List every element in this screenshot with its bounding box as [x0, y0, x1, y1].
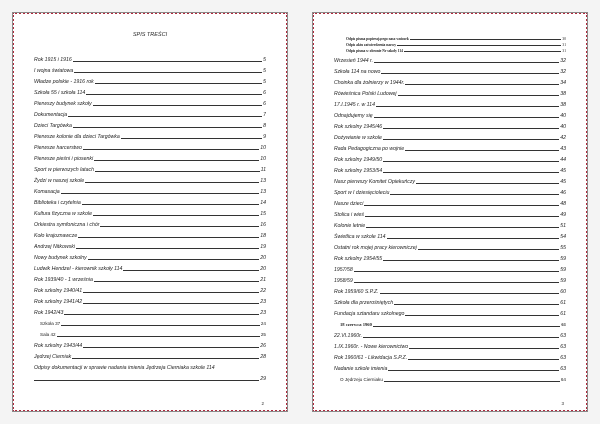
entry-title: Sala 42 — [40, 332, 56, 337]
toc-entry[interactable] — [334, 163, 566, 174]
entry-title: Kultura fizyczna w szkole — [34, 211, 92, 217]
toc-entry[interactable] — [334, 240, 566, 251]
entry-title: Rówieśnica Polski Ludowej — [334, 91, 397, 97]
entry-title: Andrzej Nitkowski — [34, 244, 75, 250]
entry-page: 5 — [263, 57, 266, 63]
leader-line — [390, 194, 559, 195]
toc-entry[interactable] — [334, 295, 566, 306]
entry-title: Rok 1959/60 S.P.Z. — [334, 289, 379, 295]
entry-page: 51 — [560, 223, 566, 229]
entry-page: 45 — [560, 168, 566, 174]
leader-line — [363, 337, 559, 338]
toc-entry[interactable] — [34, 327, 266, 338]
toc-entry[interactable] — [34, 283, 266, 294]
leader-line — [383, 161, 559, 162]
toc-entry[interactable] — [334, 196, 566, 207]
entry-title: Rok szkolny 1949/50 — [334, 157, 383, 163]
entry-title: Rok szkolny 1945/46 — [334, 124, 383, 130]
toc-entry[interactable] — [34, 349, 266, 360]
toc-entry[interactable] — [34, 305, 266, 316]
entry-title: Rok szkolny 1943/44 — [34, 343, 83, 349]
entry-title: 1958/59 — [334, 278, 353, 284]
toc-entry[interactable] — [334, 361, 566, 372]
leader-line — [404, 51, 561, 52]
entry-page: 44 — [560, 157, 566, 163]
entry-page: 26 — [260, 343, 266, 349]
entry-title: 1957/58 — [334, 267, 353, 273]
leader-line — [95, 171, 260, 172]
toc-entry[interactable] — [334, 350, 566, 361]
entry-page: 42 — [560, 135, 566, 141]
toc-entry[interactable] — [334, 53, 566, 64]
leader-line — [374, 62, 559, 63]
toc-entry[interactable] — [334, 273, 566, 284]
toc-entry[interactable] — [334, 152, 566, 163]
entry-page: 30 — [562, 36, 566, 41]
leader-line — [373, 326, 561, 327]
entry-page: 21 — [260, 277, 266, 283]
leader-line — [74, 72, 262, 73]
entry-title: Żydzi w naszej szkole — [34, 178, 85, 184]
leader-line — [383, 260, 559, 261]
leader-line — [83, 347, 259, 348]
entry-page: 63 — [560, 355, 566, 361]
entry-page: 48 — [560, 201, 566, 207]
entry-title: Rok szkolny 1954/55 — [334, 256, 383, 262]
leader-line — [387, 238, 560, 239]
leader-line — [405, 150, 559, 151]
leader-line — [405, 84, 559, 85]
entry-title: Koło krajoznawcze — [34, 233, 78, 239]
toc-entry[interactable] — [334, 97, 566, 108]
entry-page: 63 — [560, 344, 566, 350]
entry-page: 63 — [560, 333, 566, 339]
right-page — [312, 12, 588, 412]
entry-page: 15 — [260, 211, 266, 217]
entry-title: Pierwszy budynek szkoły — [34, 101, 92, 107]
entry-title: Rok szkolny 1953/54 — [334, 168, 383, 174]
entry-title: O Jędrzeju Cierniaku — [340, 377, 383, 382]
entry-page: 6 — [263, 90, 266, 96]
entry-title: Pierwsze pieśni i piosenki — [34, 156, 94, 162]
entry-title: Jędrzej Cierniak — [34, 354, 72, 360]
entry-page: 54 — [560, 234, 566, 240]
entry-title: Rok 1939/40 - 1 września — [34, 277, 93, 283]
entry-title: Fundacja sztandaru szkolnego — [334, 311, 405, 317]
entry-title: I wojna światowa — [34, 68, 74, 74]
toc-entry[interactable] — [34, 118, 266, 129]
toc-entry[interactable] — [34, 151, 266, 162]
entry-page: 61 — [560, 311, 566, 317]
leader-line — [93, 215, 259, 216]
entry-page: 5 — [263, 68, 266, 74]
leader-line — [68, 116, 262, 117]
entry-title: Rok 1960/61 - Likwidacja S.P.Z. — [334, 355, 408, 361]
leader-line — [93, 105, 262, 106]
entry-title: Pierwsze kolonie dla dzieci Targówka — [34, 134, 120, 140]
entry-page: 19 — [260, 244, 266, 250]
leader-line — [34, 380, 259, 381]
toc-entry[interactable] — [34, 228, 266, 239]
toc-entry[interactable] — [34, 74, 266, 85]
entry-title: Rok 1915 i 1916 — [34, 57, 72, 63]
toc-entry[interactable] — [34, 195, 266, 206]
entry-page: 6 — [263, 101, 266, 107]
entry-title: Nowy budynek szkolny — [34, 255, 87, 261]
entry-page: 29 — [260, 376, 266, 382]
entry-page: 55 — [560, 245, 566, 251]
entry-page: 59 — [560, 256, 566, 262]
entry-title: Rok szkolny 1940/41 — [34, 288, 83, 294]
entry-title: Dokumentacja — [34, 112, 68, 118]
leader-line — [383, 139, 559, 140]
entry-title: 1.IX.1960r. - Nowe kierownictwo — [334, 344, 409, 350]
toc-entry[interactable] — [34, 140, 266, 151]
entry-page: 32 — [560, 58, 566, 64]
toc-entry[interactable] — [34, 52, 266, 63]
entry-page: 46 — [560, 190, 566, 196]
leader-line — [73, 61, 262, 62]
entry-page: 49 — [560, 212, 566, 218]
toc-entry[interactable] — [34, 316, 266, 327]
entry-title: Nasze dzieci — [334, 201, 364, 207]
toc-entry[interactable] — [34, 360, 266, 382]
entry-page: 59 — [560, 267, 566, 273]
entry-page: 40 — [560, 113, 566, 119]
entry-page: 22 — [260, 288, 266, 294]
entry-page: 23 — [260, 310, 266, 316]
entry-page: 23 — [260, 299, 266, 305]
leader-line — [394, 304, 559, 305]
entry-title: Rada Pedagogiczna po wojnie — [334, 146, 405, 152]
leader-line — [94, 160, 259, 161]
entry-title: Ludwik Hendzel - kierownik szkoły 114 — [34, 266, 123, 272]
leader-line — [61, 325, 260, 326]
leader-line — [86, 94, 262, 95]
entry-title: Pierwsze harcerstwo — [34, 145, 82, 151]
leader-line — [408, 359, 559, 360]
entry-page: 31 — [562, 48, 566, 53]
entry-page: 24 — [260, 321, 266, 326]
leader-line — [418, 249, 559, 250]
entry-title: Władze polskie - 1916 rok — [34, 79, 94, 85]
leader-line — [354, 271, 559, 272]
leader-line — [364, 205, 559, 206]
entry-title: Szkoła 114 na nowo — [334, 69, 381, 75]
leader-line — [73, 127, 262, 128]
toc-entry[interactable] — [34, 96, 266, 107]
leader-line — [409, 348, 559, 349]
leader-line — [398, 95, 560, 96]
leader-line — [76, 248, 259, 249]
toc-entry[interactable] — [34, 85, 266, 96]
entry-title: Świetlica w szkole 114 — [334, 234, 386, 240]
toc-entry[interactable] — [334, 251, 566, 262]
toc-list — [334, 35, 566, 383]
entry-title: Biblioteka i czytelnia — [34, 200, 81, 206]
leader-line — [410, 39, 562, 40]
entry-title: Kolonie letnie — [334, 223, 366, 229]
leader-line — [383, 128, 559, 129]
leader-line — [381, 73, 559, 74]
entry-page: 28 — [260, 354, 266, 360]
toc-entry[interactable] — [334, 119, 566, 130]
entry-title: Odnajdujemy się — [334, 113, 373, 119]
entry-title: Rok 1942/43 — [34, 310, 64, 316]
entry-title: Orkiestra symfoniczna i chór — [34, 222, 100, 228]
toc-entry[interactable] — [334, 174, 566, 185]
entry-page: 63 — [560, 366, 566, 372]
left-page — [12, 12, 288, 412]
entry-title: Sport w I dziesięcioleciu — [334, 190, 390, 196]
toc-entry[interactable] — [334, 328, 566, 339]
leader-line — [123, 270, 259, 271]
toc-entry[interactable] — [334, 64, 566, 75]
entry-page: 38 — [560, 102, 566, 108]
entry-page: 11 — [260, 167, 266, 173]
toc-entry[interactable] — [334, 339, 566, 350]
entry-title: Odpisy dokumentacji w sprawie nadania imienia Jędrzeja Cierniaka szkole 114 — [34, 365, 215, 371]
toc-entry[interactable] — [34, 239, 266, 250]
leader-line — [383, 172, 559, 173]
entry-page: 13 — [260, 178, 266, 184]
entry-title: Choinka dla żołnierzy w 1944r. — [334, 80, 405, 86]
entry-page: 5 — [263, 79, 266, 85]
toc-entry[interactable] — [334, 317, 566, 328]
entry-page: 10 — [260, 145, 266, 151]
leader-line — [100, 226, 259, 227]
toc-entry[interactable] — [34, 217, 266, 228]
entry-page: 7 — [263, 112, 266, 118]
toc-entry[interactable] — [34, 250, 266, 261]
toc-entry[interactable] — [334, 207, 566, 218]
toc-entry[interactable] — [334, 262, 566, 273]
entry-title: Komasacja — [34, 189, 60, 195]
leader-line — [95, 83, 262, 84]
entry-page: 38 — [560, 91, 566, 97]
entry-title: 22.VI.1960r. — [334, 333, 363, 339]
leader-line — [366, 227, 559, 228]
leader-line — [72, 358, 259, 359]
leader-line — [354, 282, 559, 283]
entry-page: 13 — [260, 189, 266, 195]
entry-page: 61 — [561, 322, 566, 327]
entry-title: Rok szkolny 1941/42 — [34, 299, 83, 305]
leader-line — [64, 314, 259, 315]
leader-line — [82, 204, 260, 205]
toc-entry[interactable] — [34, 294, 266, 305]
leader-line — [94, 281, 259, 282]
page-number: 3 — [561, 401, 564, 406]
toc-entry[interactable] — [334, 141, 566, 152]
leader-line — [85, 182, 259, 183]
entry-title: Sport w pierwszych latach — [34, 167, 94, 173]
entry-title: Nadanie szkole imienia — [334, 366, 388, 372]
entry-page: 20 — [260, 255, 266, 261]
leader-line — [384, 381, 560, 382]
leader-line — [388, 370, 559, 371]
entry-page: 59 — [560, 278, 566, 284]
entry-title: Stolica i wieś — [334, 212, 364, 218]
toc-entry[interactable] — [334, 108, 566, 119]
leader-line — [376, 106, 559, 107]
entry-page: 14 — [260, 200, 266, 206]
toc-entry[interactable] — [34, 129, 266, 140]
entry-page: 43 — [560, 146, 566, 152]
page-number: 2 — [261, 401, 264, 406]
entry-title: 17.I.1945 r. w 114 — [334, 102, 375, 108]
entry-page: 8 — [263, 123, 266, 129]
toc-entry[interactable] — [34, 63, 266, 74]
entry-title: Nasz pierwszy Komitet Opiekuńczy — [334, 179, 416, 185]
entry-title: Szkoła 37 — [40, 321, 61, 326]
entry-page: 32 — [560, 69, 566, 75]
entry-page: 16 — [260, 222, 266, 228]
leader-line — [88, 259, 259, 260]
leader-line — [416, 183, 559, 184]
toc-entry[interactable] — [34, 272, 266, 283]
entry-page: 45 — [560, 179, 566, 185]
toc-entry[interactable] — [334, 229, 566, 240]
toc-entry[interactable] — [334, 284, 566, 295]
toc-entry[interactable] — [334, 218, 566, 229]
leader-line — [121, 138, 262, 139]
leader-line — [83, 292, 259, 293]
leader-line — [83, 303, 259, 304]
toc-entry[interactable] — [34, 184, 266, 195]
entry-title: Dzieci Targówka — [34, 123, 72, 129]
toc-entry[interactable] — [334, 75, 566, 86]
entry-title: Szkoła dla przerośniętych — [334, 300, 394, 306]
toc-entry[interactable] — [334, 306, 566, 317]
entry-page: 10 — [260, 156, 266, 162]
entry-title: Ostatni rok mojej pracy kierowniczej — [334, 245, 417, 251]
toc-entry[interactable] — [334, 86, 566, 97]
leader-line — [380, 293, 560, 294]
toc-entry[interactable] — [334, 130, 566, 141]
entry-page: 34 — [560, 80, 566, 86]
entry-page: 64 — [560, 377, 566, 382]
toc-entry[interactable] — [334, 372, 566, 383]
entry-title: Odpis pisma w obronie Nr szkoły 114 — [346, 48, 403, 53]
toc-title: SPIS TREŚCI — [132, 32, 168, 38]
entry-title: 18 czerwca 1960 — [340, 322, 372, 327]
toc-entry[interactable] — [334, 185, 566, 196]
toc-entry[interactable] — [34, 107, 266, 118]
toc-entry[interactable] — [34, 338, 266, 349]
entry-page: 31 — [562, 42, 566, 47]
leader-line — [83, 149, 259, 150]
leader-line — [61, 193, 260, 194]
entry-page: 9 — [263, 134, 266, 140]
leader-line — [374, 117, 560, 118]
entry-title: Odpis pisma popierającego nasz wniosek — [346, 36, 409, 41]
leader-line — [365, 216, 559, 217]
entry-page: 20 — [260, 266, 266, 272]
toc-list — [34, 52, 266, 382]
entry-title: Wrzesień 1944 r. — [334, 58, 374, 64]
leader-line — [405, 315, 559, 316]
leader-line — [57, 336, 260, 337]
entry-title: Dożywianie w szkole — [334, 135, 382, 141]
entry-title: Odpis aktu zatwierdzenia nazwy — [346, 42, 397, 47]
entry-page: 25 — [260, 332, 266, 337]
toc-entry[interactable] — [34, 162, 266, 173]
toc-entry[interactable] — [34, 173, 266, 184]
entry-page: 60 — [560, 289, 566, 295]
toc-entry[interactable] — [34, 206, 266, 217]
leader-line — [397, 45, 561, 46]
toc-entry[interactable] — [34, 261, 266, 272]
leader-line — [78, 237, 259, 238]
entry-title: Szkoła 55 i szkoła 114 — [34, 90, 86, 96]
entry-page: 40 — [560, 124, 566, 130]
entry-page: 61 — [560, 300, 566, 306]
entry-page: 18 — [260, 233, 266, 239]
